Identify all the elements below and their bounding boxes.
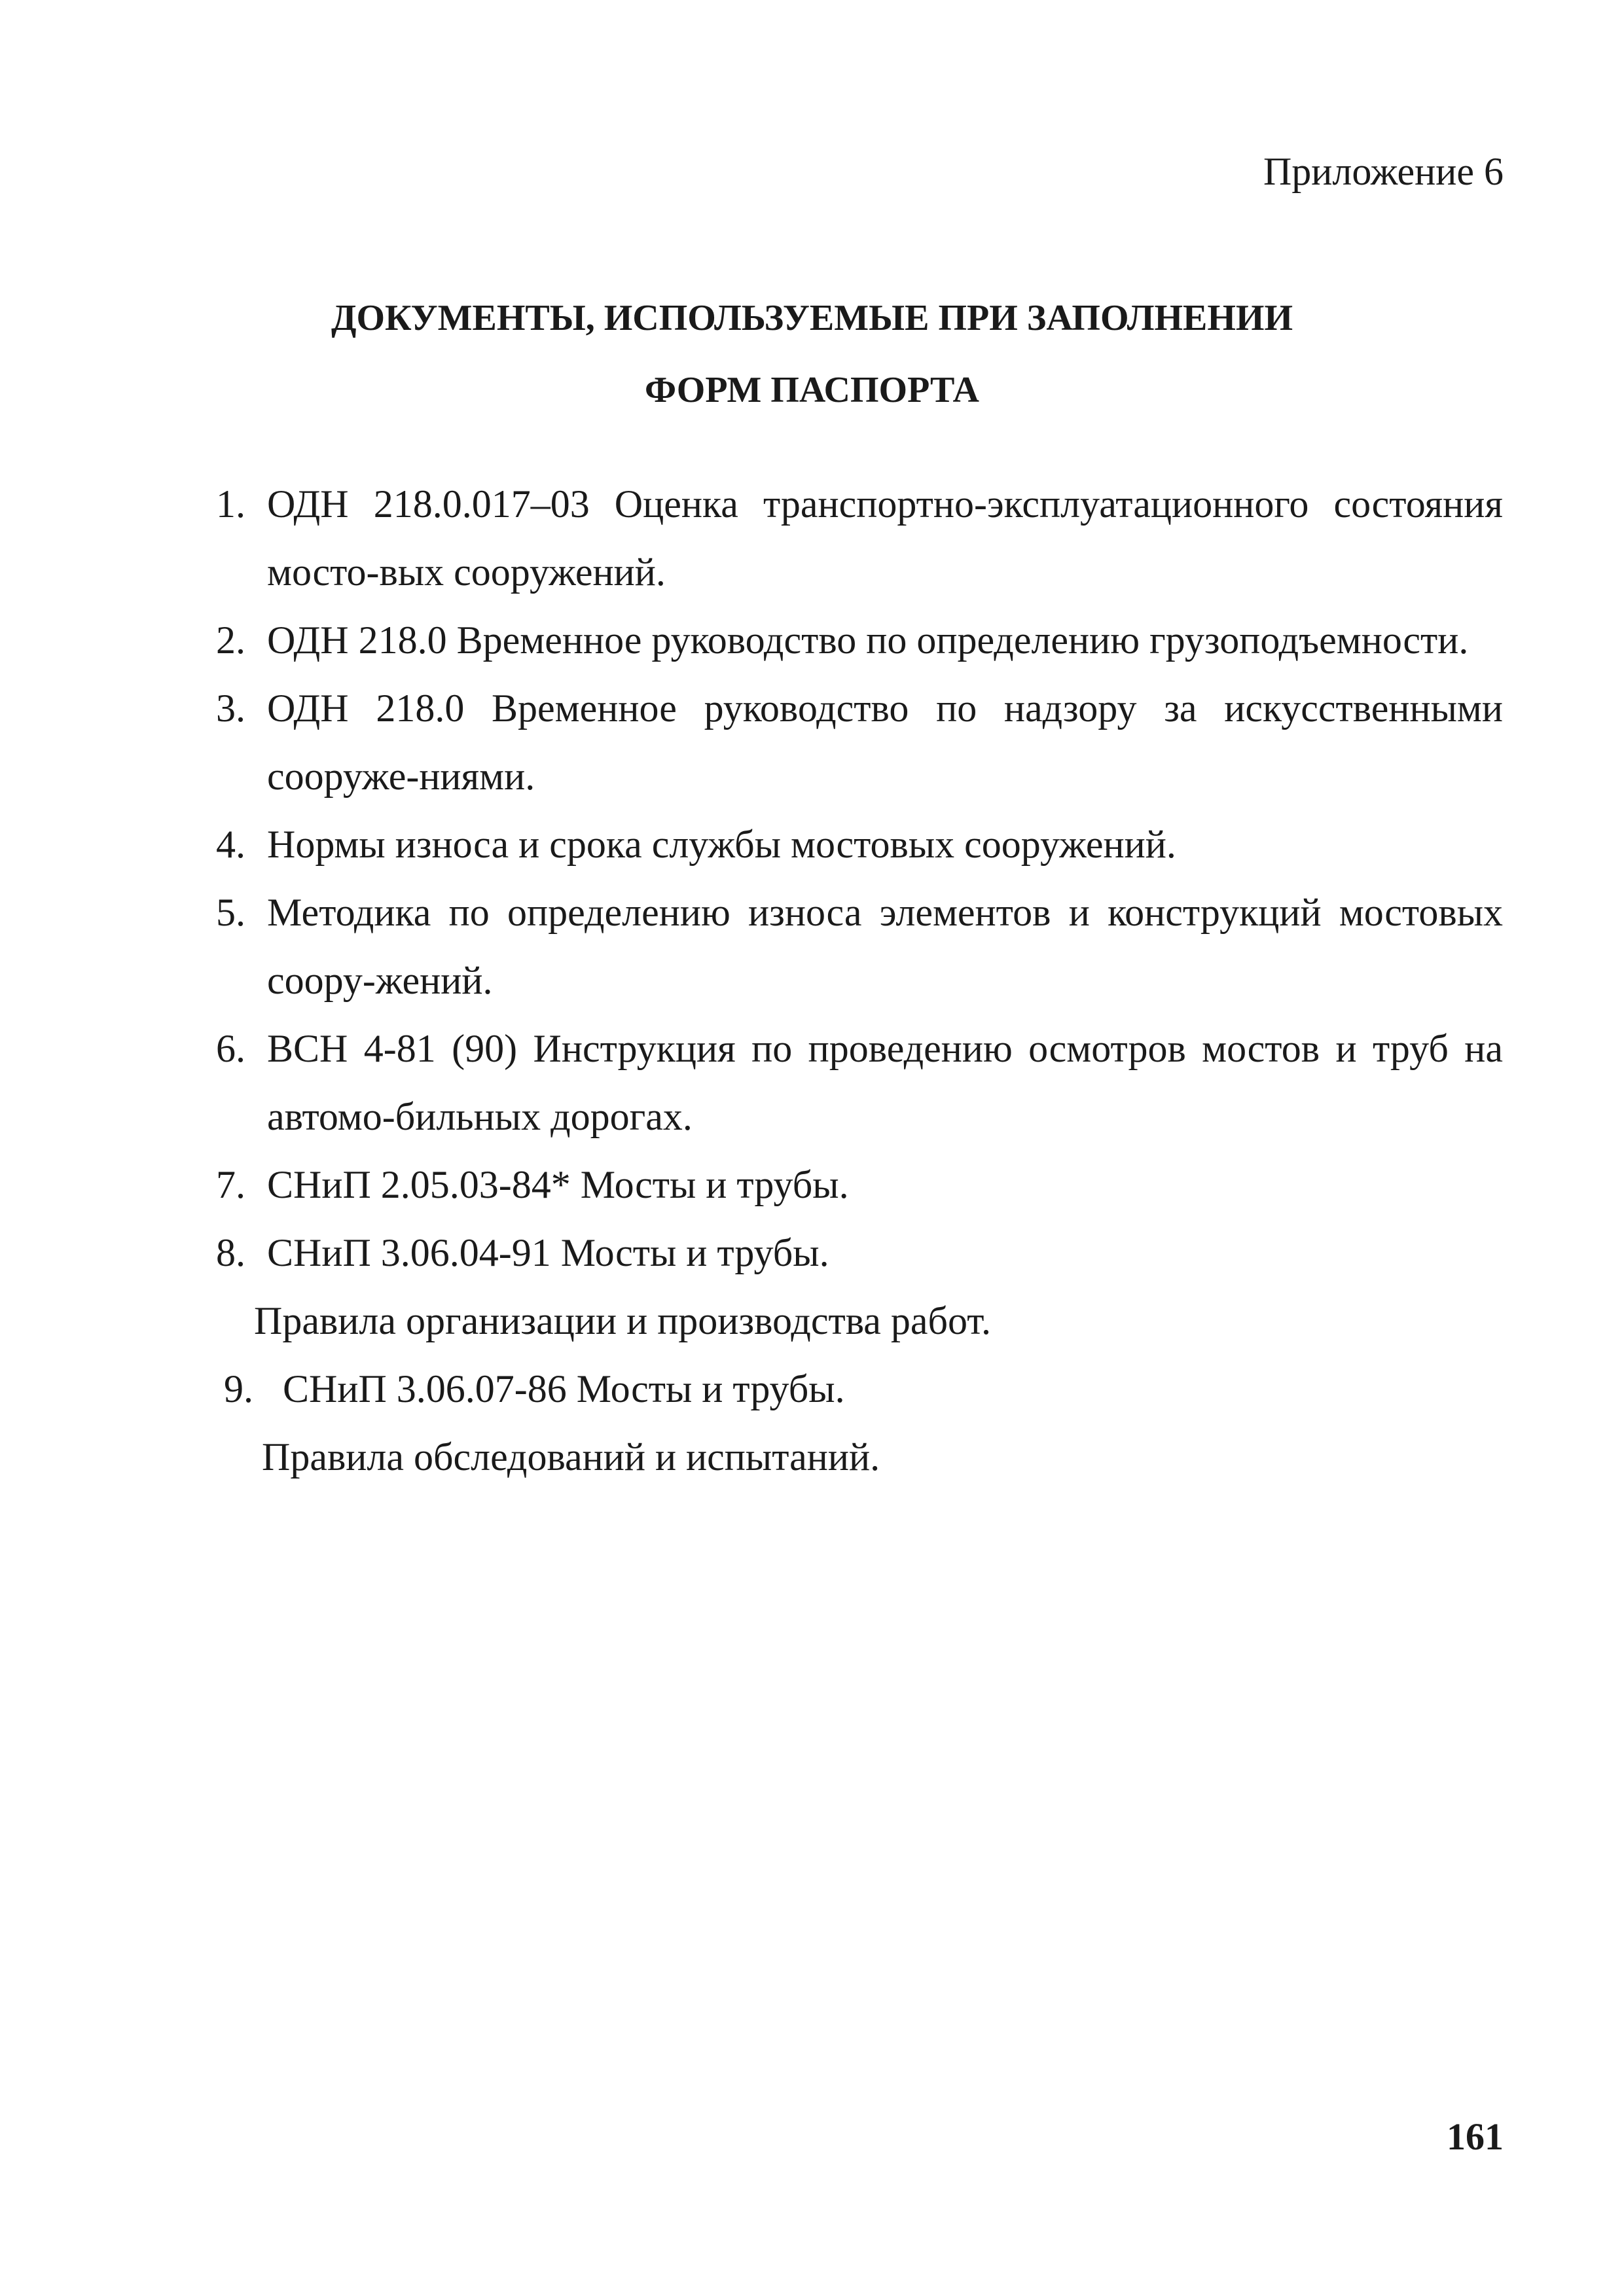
list-item — [216, 606, 1503, 674]
list-item-text: ОДН 218.0.017–03 Оценка транспортно-эксплуатационного состояния мосто-вых сооружений. — [267, 482, 1503, 594]
list-item-text: СНиП 2.05.03-84* Мосты и трубы. — [267, 1163, 849, 1206]
list-item-number: 2. — [216, 619, 245, 662]
title-line-2: ФОРМ ПАСПОРТА — [645, 370, 979, 410]
list-item-continuation — [216, 1423, 1503, 1491]
list-item-number: 7. — [216, 1163, 245, 1206]
list-item — [216, 674, 1503, 810]
list-item-number: 1. — [216, 482, 245, 526]
list-item — [216, 810, 1503, 878]
list-item-continuation-text: Правила организации и производства работ. — [254, 1299, 991, 1342]
list-item-text: СНиП 3.06.04-91 Мосты и трубы. — [267, 1231, 829, 1274]
list-item-number: 9. — [224, 1367, 253, 1410]
list-item-number: 4. — [216, 823, 245, 866]
list-item — [216, 1219, 1503, 1287]
list-item-text: Методика по определению износа элементов и конструкций мостовых соору-жений. — [267, 891, 1503, 1002]
list-item-text: ОДН 218.0 Временное руководство по определению грузоподъемности. — [267, 619, 1469, 662]
list-item-number: 3. — [216, 687, 245, 730]
list-item-number: 6. — [216, 1027, 245, 1070]
documents-list — [216, 470, 1503, 1491]
title-line-1: ДОКУМЕНТЫ, ИСПОЛЬЗУЕМЫЕ ПРИ ЗАПОЛНЕНИИ — [331, 298, 1293, 338]
list-item — [216, 878, 1503, 1014]
list-item — [216, 1014, 1503, 1151]
list-item-number: 5. — [216, 891, 245, 934]
list-item-number: 8. — [216, 1231, 245, 1274]
list-item-text: ОДН 218.0 Временное руководство по надзору за искусственными сооруже-ниями. — [267, 687, 1503, 798]
appendix-label: Приложение 6 — [1263, 150, 1504, 193]
list-item-text: СНиП 3.06.07-86 Мосты и трубы. — [283, 1367, 845, 1410]
list-item-text: ВСН 4-81 (90) Инструкция по проведению осмотров мостов и труб на автомо-бильных дорогах. — [267, 1027, 1503, 1138]
list-item — [216, 1355, 1503, 1423]
list-item-text: Нормы износа и срока службы мостовых сооружений. — [267, 823, 1176, 866]
list-item — [216, 1151, 1503, 1219]
list-item-continuation-text: Правила обследований и испытаний. — [262, 1435, 880, 1479]
list-item-continuation — [216, 1287, 1503, 1355]
list-item — [216, 470, 1503, 606]
page-number: 161 — [1447, 2115, 1504, 2158]
